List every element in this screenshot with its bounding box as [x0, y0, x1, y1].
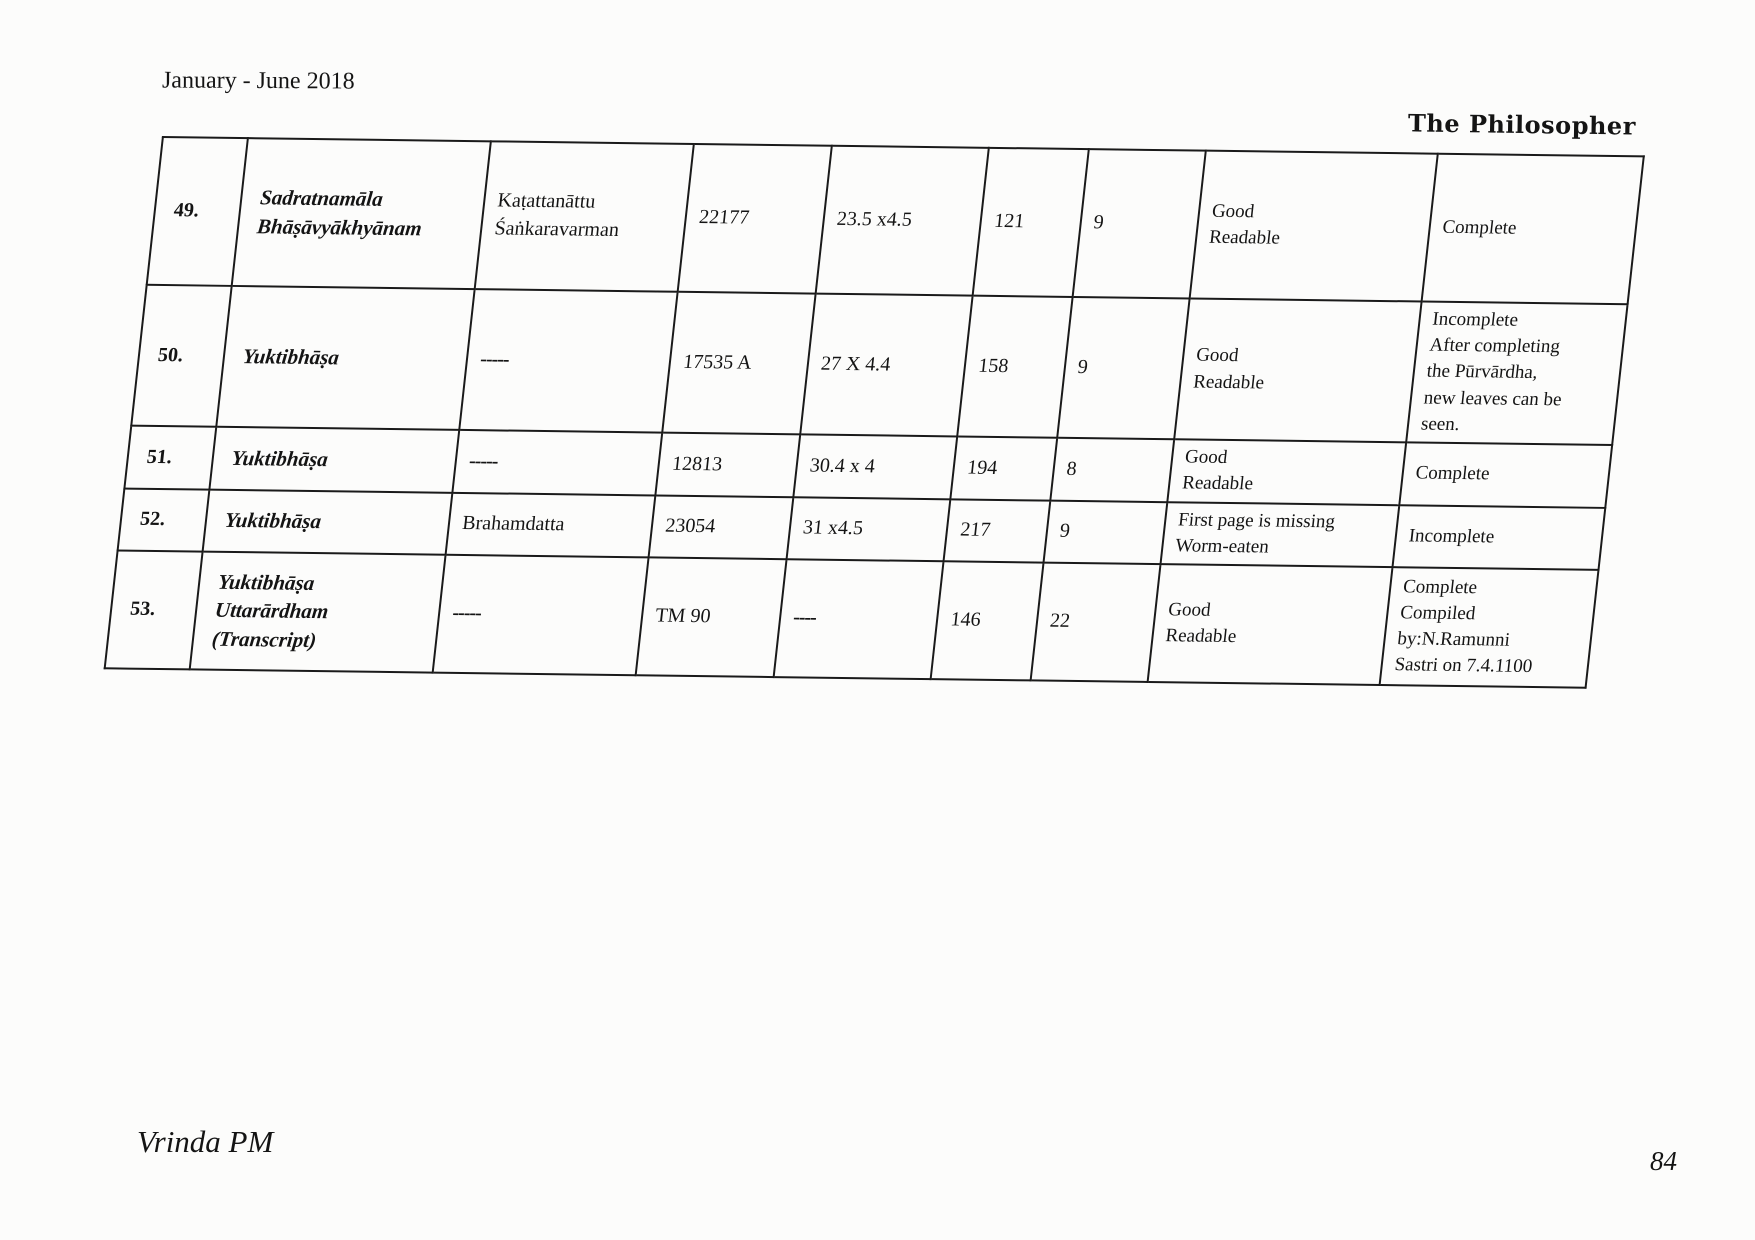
manuscript-table-wrapper: [104, 136, 1645, 689]
size-cell: 30.4 x 4: [793, 434, 957, 498]
issue-date: January - June 2018: [161, 67, 355, 95]
size-cell: ----: [774, 559, 944, 679]
condition-cell: First page is missing Worm-eaten: [1160, 502, 1399, 567]
author-cell: -----: [453, 430, 663, 495]
condition-cell: Good Readable: [1167, 439, 1406, 504]
article-author: Vrinda PM: [137, 1124, 274, 1159]
manuscript-title: Yuktibhāṣa: [209, 427, 459, 493]
condition-cell: Good Readable: [1174, 298, 1421, 442]
author-cell: -----: [460, 289, 678, 433]
author-cell: -----: [433, 555, 649, 675]
folios-cell: 146: [931, 561, 1043, 680]
page-number: 84: [1650, 1146, 1677, 1176]
manuscript-title: Yuktibhāṣa: [216, 286, 475, 430]
author-cell: Kaṭattanāttu Śaṅkaravarman: [475, 141, 694, 291]
folios-cell: 194: [951, 437, 1057, 501]
serial-number: 50.: [131, 285, 231, 427]
lines-cell: 9: [1072, 149, 1205, 298]
lines-cell: 9: [1043, 500, 1167, 564]
condition-cell: Good Readable: [1147, 564, 1392, 685]
status-cell: Complete: [1399, 442, 1612, 507]
status-cell: Complete Compiled by:N.Ramunni Sastri on 7.4.1100: [1379, 567, 1598, 688]
serial-number: 52.: [118, 488, 210, 551]
size-cell: 23.5 x4.5: [816, 146, 990, 296]
accession-number: 23054: [649, 495, 794, 559]
lines-cell: 8: [1050, 438, 1174, 502]
serial-number: 51.: [124, 426, 216, 489]
manuscript-title: Yuktibhāṣa: [203, 489, 453, 555]
table-row: [147, 137, 1644, 304]
folios-cell: 158: [958, 296, 1073, 438]
manuscript-title: Sadratnamāla Bhāṣāvyākhyānam: [232, 138, 492, 289]
serial-number: 49.: [147, 137, 248, 286]
journal-name: The Philosopher: [1407, 108, 1637, 141]
folios-cell: 121: [973, 148, 1089, 297]
status-cell: Complete: [1421, 154, 1643, 304]
lines-cell: 9: [1057, 297, 1189, 439]
status-cell: Incomplete After completing the Pūrvārdha, new leaves can be seen.: [1406, 301, 1628, 445]
manuscript-table: [104, 136, 1645, 689]
condition-cell: Good Readable: [1189, 151, 1437, 302]
accession-number: TM 90: [636, 557, 787, 677]
size-cell: 27 X 4.4: [800, 294, 973, 437]
accession-number: 17535 A: [663, 292, 816, 435]
size-cell: 31 x4.5: [787, 497, 951, 561]
serial-number: 53.: [105, 550, 203, 669]
accession-number: 12813: [656, 433, 801, 497]
accession-number: 22177: [678, 144, 832, 294]
table-row: [105, 550, 1599, 687]
manuscript-title: Yuktibhāṣa Uttarārdham (Transcript): [190, 552, 446, 673]
lines-cell: 22: [1030, 563, 1160, 682]
status-cell: Incomplete: [1392, 505, 1605, 570]
folios-cell: 217: [944, 499, 1050, 563]
author-cell: Brahamdatta: [446, 492, 656, 557]
table-row: [131, 285, 1627, 445]
